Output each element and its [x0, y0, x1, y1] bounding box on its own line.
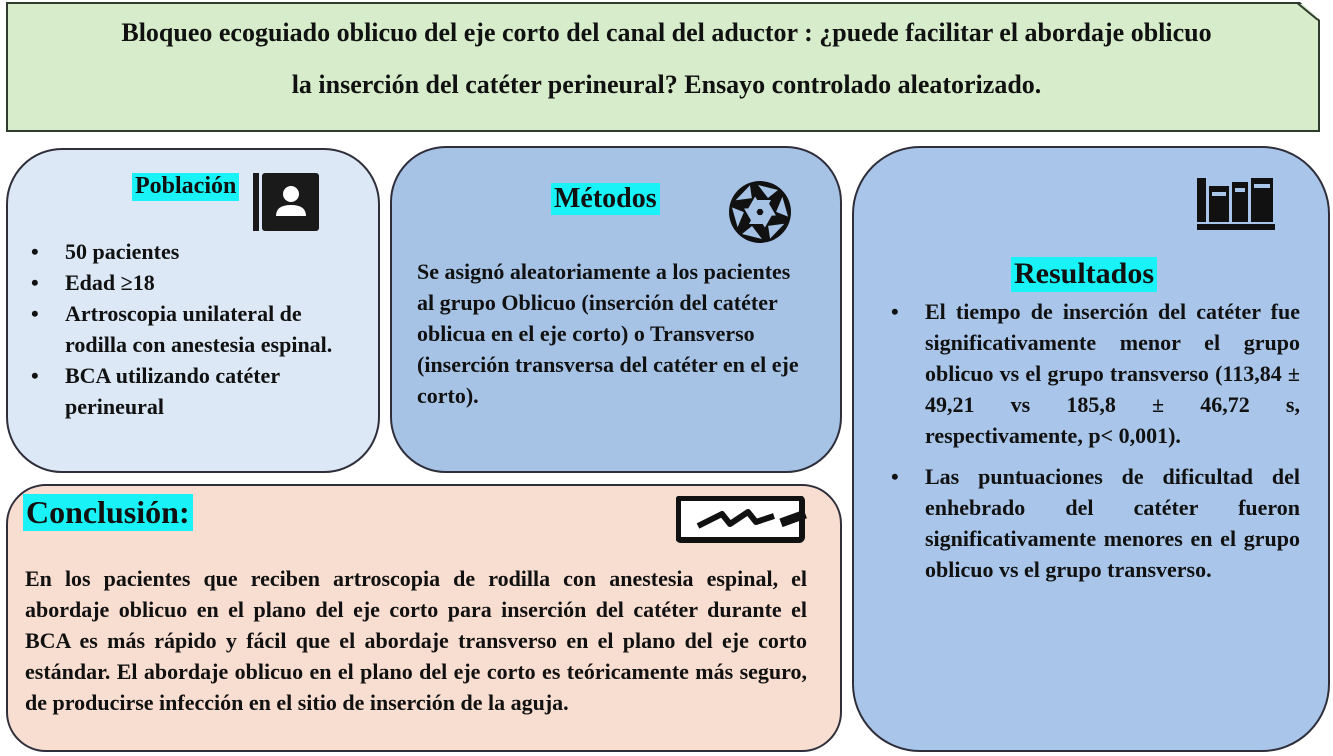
conclusion-text: En los pacientes que reciben artroscopia de rodilla con anestesia espinal, el abordaje oblicuo en el plano del eje corto para inserción del catéter durante el BCA es más rápido y fácil que el abordaje transverso en el plano del eje corto estándar. El abordaje oblicuo en el plano del eje corto es teóricamente más seguro, de producirse infección en el sitio de inserción de la aguja.: [25, 566, 807, 715]
list-item: • El tiempo de inserción del catéter fue significativamente menor el grupo oblicuo vs el grupo transverso (113,84 ± 49,21 vs 185,8 ± 46,72 s, respectivamente, p< 0,001).: [885, 296, 1300, 451]
poblacion-list: [25, 236, 355, 422]
signature-icon: [676, 496, 810, 544]
camera-aperture-icon: [717, 180, 803, 244]
books-library-icon: [1197, 178, 1275, 230]
list-item: • 50 pacientes: [25, 236, 355, 267]
title-line-2: la inserción del catéter perineural? Ensayo controlado aleatorizado.: [291, 70, 1042, 99]
title-line-1: Bloqueo ecoguiado oblicuo del eje corto del canal del aductor : ¿puede facilitar el abordaje oblicuo: [121, 18, 1212, 47]
list-item: • Artroscopia unilateral de rodilla con anestesia espinal.: [25, 298, 355, 360]
metodos-heading: Métodos: [551, 183, 660, 215]
poblacion-heading: Población: [132, 173, 239, 201]
contact-card-icon: [253, 173, 319, 231]
list-item: • Las puntuaciones de dificultad del enhebrado del catéter fueron significativamente menores en el grupo oblicuo vs el grupo transverso.: [885, 461, 1300, 585]
metodos-text: Se asignó aleatoriamente a los pacientes al grupo Oblicuo (inserción del catéter oblicua en el eje corto) o Transverso (inserción transversa del catéter en el eje corto).: [417, 259, 799, 408]
resultados-heading: Resultados: [1011, 257, 1157, 292]
list-item: • BCA utilizando catéter perineural: [25, 360, 355, 422]
list-item: • Edad ≥18: [25, 267, 355, 298]
resultados-list: [885, 296, 1300, 585]
conclusion-heading: Conclusión:: [23, 494, 193, 531]
